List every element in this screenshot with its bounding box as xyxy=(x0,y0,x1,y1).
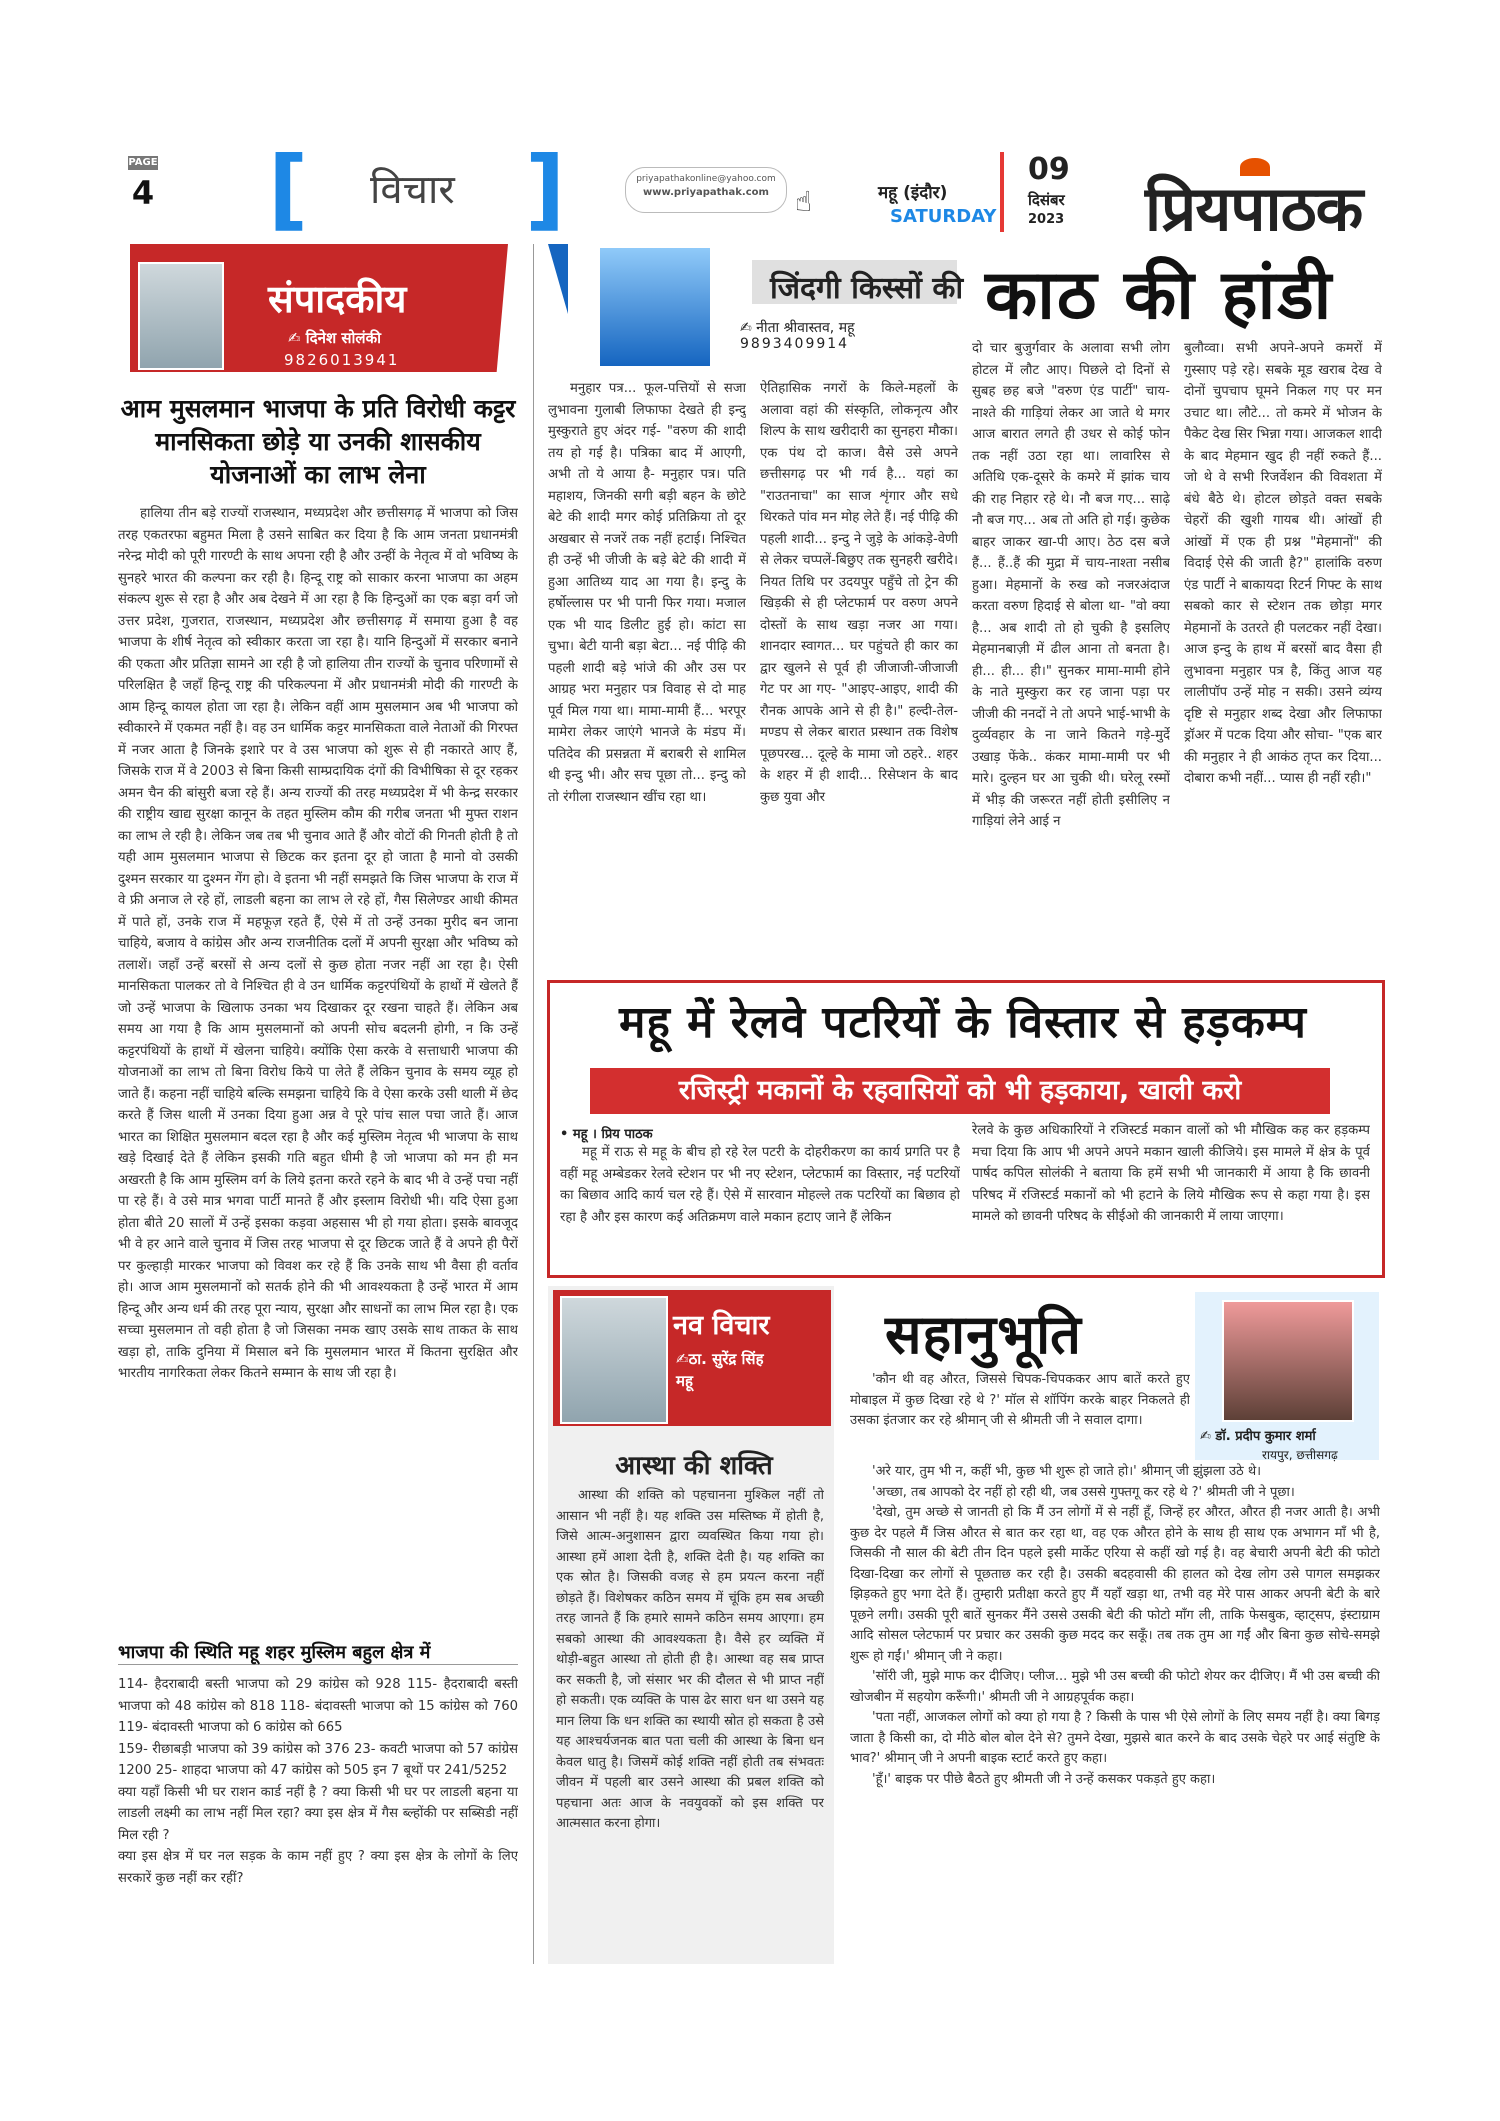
story-paragraph: 'हूँ।' बाइक पर पीछे बैठते हुए श्रीमती जी ने उन्हें कसकर पकड़ते हुए कहा। xyxy=(872,1771,1216,1787)
story-column-1 xyxy=(548,378,746,968)
story-column-2 xyxy=(760,378,958,968)
author-photo xyxy=(598,246,712,368)
weekday: SATURDAY xyxy=(890,206,997,227)
zindagi-label: जिंदगी किस्सों की xyxy=(770,271,964,306)
date-day: 09 xyxy=(1028,152,1070,187)
story-paragraph: 'देखो, तुम अच्छे से जानती हो कि मैं उन लोगों में से नहीं हूँ, जिन्हें हर औरत, औरत ही नजर आती है। अभी कुछ देर पहले मैं जिस औरत से बात कर रहा था, वह एक औरत होने के साथ ही साथ एक अभागन माँ भी है, जिसकी नौ साल की बेटी तीन दिन पहले इसी मार्केट एरिया से कहीं खो गई है। वह बेचारी अपनी बेटी की फोटो दिखा-दिखा कर लोगों से पूछताछ कर रही है। उसकी बदहवासी की हालत को देख लोग उसे पागल समझकर झिड़कते हुए भगा देते हैं। तुम्हारी प्रतीक्षा करते हुए मैं यहाँ खड़ा था, तभी वह मेरे पास आकर अपनी बेटी के बारे पूछने लगी। उसकी पूरी बातें सुनकर मैंने उससे उसकी बेटी की फोटो माँग ली, ताकि फेसबुक, व्हाट्सप, इंस्टाग्राम आदि सोसल प्लेटफार्म पर प्रचार कर उसकी कुछ मदद कर सकूँ। तब तक तुम आ गईं और बिना कुछ सोचे-समझे शुरू हो गईं।' श्रीमान् जी ने कहा। xyxy=(850,1505,1380,1664)
sidebar-line: क्या यहाँ किसी भी घर राशन कार्ड नहीं है ? क्या किसी भी घर पर लाडली बहना या लाडली लक्ष्मी का लाभ नहीं मिल रहा? क्या इस क्षेत्र में गैस ब्ल्होंकी पर सब्सिडी नहीं मिल रही ? xyxy=(118,1784,518,1843)
sahanubhuti-author: ✍ डॉ. प्रदीप कुमार शर्मा xyxy=(1200,1429,1316,1444)
sahanubhuti-body xyxy=(850,1462,1380,1962)
dateline-city: महू (इंदौर) xyxy=(878,183,948,203)
navvichar-body xyxy=(556,1486,824,1956)
editorial-body xyxy=(118,503,518,1625)
navvichar-title: आस्था की शक्ति xyxy=(615,1451,773,1481)
navvichar-place: महू xyxy=(676,1372,693,1390)
story-paragraph: 'अच्छा, तब आपको देर नहीं हो रही थी, जब उससे गुफ्तगू कर रहे थे ?' श्रीमती जी ने पूछा। xyxy=(872,1484,1295,1500)
sidebar-line: 159- रीछाबड़ी भाजपा को 39 कांग्रेस को 376 23- कवटी भाजपा को 57 कांग्रेस 1200 25- शाहदा भाजपा को 47 कांग्रेस को 505 इन 7 बूथों पर 241/5252 xyxy=(118,1741,518,1778)
story-paragraph: 'पता नहीं, आजकल लोगों को क्या हो गया है ? किसी के पास भी ऐसे लोगों के लिए समय नहीं है। क्या बिगड़ जाता है किसी का, दो मीठे बोल बोल देने से? तुमने देखा, मुझसे बात करने के बाद उसके चेहरे पर आई संतुष्टि के भाव?' श्रीमान् जी ने अपनी बाइक स्टार्ट करते हुए कहा। xyxy=(850,1710,1380,1766)
editor-photo xyxy=(138,262,224,370)
right-bracket-icon: ] xyxy=(525,137,566,240)
sahanubhuti-place: रायपुर, छत्तीसगढ़ xyxy=(1262,1448,1338,1462)
email-text: priyapathakonline@yahoo.com xyxy=(636,174,776,184)
sahanubhuti-intro xyxy=(850,1370,1190,1460)
navvichar-author: ✍ठा. सुरेंद्र सिंह xyxy=(676,1350,764,1368)
page-label: PAGE xyxy=(128,157,158,168)
sahanubhuti-title: सहानुभूति xyxy=(885,1303,1082,1366)
story-title: काठ की हांडी xyxy=(985,256,1334,335)
column-divider xyxy=(533,244,534,1964)
editorial-label: संपादकीय xyxy=(268,277,407,321)
sidebar-heading: भाजपा की स्थिति महू शहर मुस्लिम बहुल क्षेत्र में xyxy=(118,1640,518,1665)
story-paragraph: 'अरे यार, तुम भी न, कहीं भी, कुछ भी शुरू हो जाते हो।' श्रीमान् जी झुंझला उठे थे। xyxy=(872,1464,1262,1479)
page-number: 4 xyxy=(131,174,155,212)
website-link[interactable]: www.priyapathak.com xyxy=(643,187,769,198)
zindagi-phone: 9893409914 xyxy=(740,336,850,352)
railway-dateline: • महू । प्रिय पाठक xyxy=(560,1127,653,1142)
masthead: प्रियपाठक xyxy=(1145,172,1363,245)
story-paragraph: 'कौन थी वह औरत, जिससे चिपक-चिपककर आप बातें करते हुए मोबाइल में कुछ दिखा रहे थे ?' मॉल से शॉपिंग करके बाहर निकलते ही उसका इंतजार कर रहे श्रीमान् जी से श्रीमती जी ने सवाल दागा। xyxy=(850,1372,1190,1428)
navvichar-label: नव विचार xyxy=(673,1310,770,1341)
navvichar-photo xyxy=(560,1296,668,1424)
railway-text: महू में राऊ से महू के बीच हो रहे रेल पटरी के दोहरीकरण का कार्य प्रगति पर है वहीं महू अम्बेडकर रेलवे स्टेशन पर भी नए स्टेशन, प्लेटफार्म का विस्तार, नई पटरियों का बिछाव आदि कार्य चल रहे हैं। ऐसे में सारवान मोहल्ले तक पटरियों का बिछाव हो रहा है और इस कारण कई अतिक्रमण वाले मकान हटाए जाने हैं लेकिन xyxy=(560,1145,960,1225)
sahanubhuti-photo xyxy=(1222,1300,1354,1422)
date-month: दिसंबर xyxy=(1028,191,1065,209)
corner-accent xyxy=(548,244,568,314)
sidebar-line: क्या इस क्षेत्र में घर नल सड़क के काम नहीं हुए ? क्या इस क्षेत्र के लोगों के लिए सरकारें कुछ नहीं कर रहीं? xyxy=(118,1849,518,1886)
section-title: विचार xyxy=(370,167,455,213)
railway-column-2 xyxy=(972,1120,1370,1266)
sidebar-line: 114- हैदराबादी बस्ती भाजपा को 29 कांग्रेस को 928 115- हैदराबादी बस्ती भाजपा को 48 कांग्रेस को 818 118- बंदावस्ती भाजपा को 15 कांग्रेस को 760 119- बंदावस्ती भाजपा को 6 कांग्रेस को 665 xyxy=(118,1677,518,1735)
page-number-box xyxy=(128,156,158,222)
editorial-author: ✍ दिनेश सोलंकी xyxy=(288,329,381,347)
web-info-box xyxy=(625,167,787,213)
story-column-3 xyxy=(972,338,1170,968)
editorial-text: हालिया तीन बड़े राज्यों राजस्थान, मध्यप्रदेश और छत्तीसगढ़ में भाजपा को जिस तरह एकतरफा बहुमत मिला है उसने साबित कर दिया है कि आम जनता प्रधानमंत्री नरेन्द्र मोदी को पूरी गारण्टी के साथ अपना रही है और उन्हीं के नेतृत्व में वो भविष्य के सुनहरे भारत की कल्पना कर रही है। हिन्दू राष्ट्र को साकार करना भाजपा का अहम संकल्प शुरू से रहा है और अब देखने में आ रहा है कि हिन्दुओं का एक बड़ा वर्ग जो उत्तर प्रदेश, गुजरात, राजस्थान, मध्यप्रदेश और छत्तीसगढ़ में समाया हुआ है वह भाजपा के शीर्ष नेतृत्व को स्वीकार करता जा रहा है। यानि हिन्दुओं में सरकार बनाने की एकता और प्रतिज्ञा सामने आ रही है जो हालिया तीन राज्यों के चुनाव परिणामों से परिलक्षित है जहाँ हिन्दू राष्ट्र की परिकल्पना में और प्रधानमंत्री मोदी की गारण्टी के आम हिन्दू कायल होता जा रहा है। लेकिन वहीं आम मुसलमान अब भी भाजपा को स्वीकारने में एकमत नहीं है। वह उन धार्मिक कट्टर मानसिकता वाले नेताओं की गिरफ्त में नजर आता है जिनके इशारे पर वे उस भाजपा को शुरू से ही नकारते आए हैं, जिसके राज में वे 2003 से बिना किसी साम्प्रदायिक दंगों की विभीषिका से दूर रहकर अमन चैन की बांसुरी बजा रहे हैं। अन्य राज्यों की तरह मध्यप्रदेश में भी केन्द्र सरकार की राष्ट्रीय खाद्य सुरक्षा कानून के तहत मुस्लिम कौम की गरीब जनता भी मुफ्त राशन का लाभ ले रही है। लेकिन जब तब भी चुनाव आते हैं और वोटों की गिनती होती है तो यही आम मुसलमान भाजपा से छिटक कर इतना दूर हो जाता है मानो वो उसकी दुश्मन सरकार या दुश्मन गेंग हो। वे इतना भी नहीं समझते कि जिस भाजपा के राज में वे फ्री अनाज ले रहे हों, लाडली बहना का लाभ ले रहे हों, गैस सिलेण्डर आधी कीमत में पाते हों, उनके राज में महफूज़ रहते हैं, ऐसे में तो उन्हें उनका मुरीद बन जाना चाहिये, बजाय वे कांग्रेस और अन्य राजनीतिक दलों में अपनी सुरक्षा और भविष्य को तलाशें। जहाँ उन्हें बरसों से अन्य दलों से कुछ होता नजर नहीं आ रहा है। ऐसी मानसिकता पालकर तो वे निश्चित ही वे उन धार्मिक कट्टरपंथियों के हाथों में खेलते हैं जो उन्हें भाजपा के खिलाफ उनका भय दिखाकर दूर रखना चाहते हैं। लेकिन अब समय आ गया है कि आम मुसलमानों को अपनी सोच बदलनी होगी, न कि उन्हें कट्टरपंथियों के हाथों में खेलना चाहिये। क्योंकि ऐसा करके वे सत्ताधारी भाजपा की योजनाओं का लाभ तो बिना विरोध किये पा लेते हैं लेकिन चुनाव के समय व्यूह हो जाते हैं। कहना नहीं चाहिये बल्कि समझना चाहिये कि वे ऐसा करके उसी थाली में छेद करते हैं जिस थाली में उनका दिया हुआ अन्न वे पूरे पांच साल पचा जाते हैं। आज भारत का शिक्षित मुसलमान बदल रहा है और कई मुस्लिम नेतृत्व भी भाजपा के साथ खड़े दिखाई देते हैं लेकिन इसकी गति बहुत धीमी है जो भाजपा को मन ही मन अखरती है कि आम मुस्लिम वर्ग के लिये इतना करते रहने के बाद भी वे उन्हें पचा नहीं पा रहे हैं। वे उसे मात्र भगवा पार्टी मानते हैं और इस्लाम विरोधी भी। यदि ऐसा हुआ होता बीते 20 सालों में उन्हें इसका कड़वा अहसास भी हो गया होता। इसके बावजूद भी वे हर आने वाले चुनाव में जिस तरह भाजपा से दूर छिटक जाते हैं वे अपने ही पैरों पर कुल्हाड़ी मारकर भाजपा को विवश कर रहे हैं कि उनके साथ भी वैसा ही वर्ताव हो। आज आम मुसलमानों को सतर्क होने की भी आवश्यकता है उन्हें भारत में आम हिन्दू और अन्य धर्म की तरह पूरा न्याय, सुरक्षा और साधनों का लाभ मिल रहा है। एक सच्चा मुसलमान तो वही होता है जो जिसका नमक खाए उसके साथ ताकत के साथ खड़ा हो, ताकि दुनिया में मिसाल बने कि मुसलमान भारत में कितना सुरक्षित और भारतीय नागरिकता लेकर कितने सम्मान के साथ जी रहा है। xyxy=(118,506,518,1381)
divider-bar xyxy=(1000,152,1004,232)
story-text: मनुहार पत्र... फूल-पत्तियों से सजा लुभावना गुलाबी लिफाफा देखते ही इन्दु मुस्कुराते हुए अंदर गई- "वरुण की शादी तय हो गई है। पत्रिका बाद में आएगी, अभी तो ये आया है- मनुहार पत्र। पति महाशय, जिनकी सगी बड़ी बहन के छोटे बेटे की शादी मगर कोई प्रतिक्रिया तो दूर अखबार से नजरें तक नहीं हटाई। निश्चित ही उन्हें भी जीजी के बड़े बेटे की शादी में हुआ आतिथ्य याद आ गया है। इन्दु के हर्षोल्लास पर भी पानी फिर गया। मजाल एक भी याद डिलीट हुई हो। कांटा सा चुभा। बेटी यानी बड़ा बेटा... नई पीढ़ि की पहली शादी बड़े भांजे की और उस पर आग्रह भरा मनुहार पत्र विवाह से दो माह पूर्व मिल गया था। मामा-मामी हैं... भरपूर मामेरा लेकर जाएंगे भानजे के मंडप में। पतिदेव की प्रसन्नता में बराबरी से शामिल थी इन्दु भी। और सच पूछा तो... इन्दु को तो रंगीला राजस्थान खींच रहा था। xyxy=(548,381,746,805)
story-text: दो चार बुजुर्गवार के अलावा सभी लोग होटल में लौट आए। पिछले दो दिनों से सुबह छह बजे "वरुण एंड पार्टी" चाय-नाश्ते की गाड़ियां लेकर आ जाते थे मगर आज बारात लगते ही उधर से कोई फोन तक नहीं उठा रहा था। लावारिस से अतिथि एक-दूसरे के कमरे में झांक चाय की राह निहार रहे थे। नौ बज गए... साढ़े नौ बज गए... अब तो अति हो गई। कुछेक बाहर जाकर खा-पी आए। ठेठ दस बजे हैं... हैं..हैं की मुद्रा में चाय-नाश्ता नसीब हुआ। मेहमानों के रुख को नजरअंदाज करता वरुण हिदाई से बोला था- "वो क्या है... अब शादी तो हो चुकी है इसलिए मेहमानबाज़ी में ढील आना तो बनता है। ही... ही... ही।" सुनकर मामा-मामी होने के नाते मुस्कुरा कर रह जाना पड़ा पर जीजी की ननदों ने तो अपने भाई-भाभी के दुर्व्यवहार के ना जाने कितने गड़े-मुर्दे उखाड़ फेंके.. कंकर मामा-मामी पर भी मारे। दुल्हन घर आ चुकी थी। घरेलू रस्मों में भीड़ की जरूरत नहीं होती इसीलिए न गाड़ियां लेने आई न xyxy=(972,341,1170,829)
story-text: ऐतिहासिक नगरों के किले-महलों के अलावा वहां की संस्कृति, लोकनृत्य और शिल्प के साथ खरीदारी का सुनहरा मौका। एक पंथ दो काज। वैसे उसे अपने छत्तीसगढ़ पर भी गर्व है... यहां का "राउतनाचा" का साज शृंगार और सधे थिरकते पांव मन मोह लेते हैं। नई पीढ़ि की पहली शादी... इन्दु ने जुड़े के आंकड़े-वेणी से लेकर चप्पलें-बिछुए तक सुनहरी खरीदे। नियत तिथि पर उदयपुर पहुँचे तो ट्रेन की खिड़की से ही प्लेटफार्म पर वरुण अपने दोस्तों के साथ खड़ा नजर आ गया। शानदार स्वागत... घर पहुंचते ही कार का द्वार खुलने से पूर्व ही जीजाजी-जीजाजी गेट पर आ गए- "आइए-आइए, शादी की रौनक आपके आने से ही है।" हल्दी-तेल-मण्डप से लेकर बारात प्रस्थान तक विशेष पूछपरख... दूल्हे के मामा जो ठहरे.. शहर के शहर में ही शादी... रिसेप्शन के बाद कुछ युवा और xyxy=(760,381,958,805)
left-bracket-icon: [ xyxy=(268,137,309,240)
story-text: बुलौव्वा। सभी अपने-अपने कमरों में गुस्साए पड़े रहे। सबके मूड खराब देख वे दोनों चुपचाप घूमने निकल गए पर मन उचाट था। लौटे... तो कमरे में भोजन के पैकेट देख सिर भिन्ना गया। आजकल शादी के बाद मेहमान खुद ही नहीं रुकते हैं... जो थे वे सभी रिजर्वेशन की विवशता में बंधे बैठे थे। होटल छोड़ते वक्त सबके चेहरों की खुशी गायब थी। आंखों ही आंखों में एक ही प्रश्न "मेहमानों" की विदाई ऐसे की जाती है?" हालांकि वरुण एंड पार्टी ने बाकायदा रिटर्न गिफ्ट के साथ सबको कार से स्टेशन तक छोड़ा मगर मेहमानों के उतरते ही पलटकर नहीं देखा। आज इन्दु के हाथ में बरसों बाद वैसा ही लुभावना मनुहार पत्र है, किंतु आज यह लालीपॉप उन्हें मोह न सकी। उसने व्यंग्य दृष्टि से मनुहार शब्द देखा और लिफाफा ड्रॉअर में पटक दिया और सोचा- "एक बार की मनुहार ने ही आकंठ तृप्त कर दिया... दोबारा कभी नहीं... प्यास ही नहीं रही।" xyxy=(1184,341,1382,786)
railway-headline: महू में रेलवे पटरियों के विस्तार से हड़कम्प xyxy=(619,997,1307,1048)
story-column-4 xyxy=(1184,338,1382,968)
editorial-phone: 9826013941 xyxy=(284,351,400,369)
railway-text: रेलवे के कुछ अधिकारियों ने रजिस्टर्ड मकान वालों को भी मौखिक कह कर हड़कम्प मचा दिया कि आप भी अपने अपने मकान खाली कीजिये। इस मामले में क्षेत्र के पूर्व पार्षद कपिल सोलंकी ने बताया कि हमें सभी भी जानकारी में आया है कि छावनी परिषद में रजिस्टर्ड मकानों को भी हटाने के लिये मौखिक रूप से कहा गया है। इस मामले को छावनी परिषद के सीईओ की जानकारी में लाया जाएगा। xyxy=(972,1123,1370,1224)
navvichar-text: आस्था की शक्ति को पहचानना मुश्किल नहीं तो आसान भी नहीं है। यह शक्ति उस मस्तिष्क में होती है, जिसे आत्म-अनुशासन द्वारा व्यवस्थित किया गया हो। आस्था हमें आशा देती है, शक्ति देती है। यह शक्ति का एक स्रोत है। जिसकी वजह से हम प्रयत्न करना नहीं छोड़ते हैं। विशेषकर कठिन समय में चूंकि हम सब अच्छी तरह जानते हैं कि हमारे सामने कठिन समय आएगा। हम सबको आस्था की आवश्यकता है। वैसे हर व्यक्ति में थोड़ी-बहुत आस्था तो होती ही है। आस्था वह सब प्राप्त कर सकती है, जो संसार भर की दौलत से भी प्राप्त नहीं हो सकती। एक व्यक्ति के पास ढेर सारा धन था उसने यह मान लिया कि धन शक्ति का स्थायी स्रोत हो सकता है उसे यह आश्चर्यजनक बात पता चली की आस्था के बिना धन केवल धातु है। जिसमें कोई शक्ति नहीं होती तब संभवतः जीवन में पहली बार उसने आस्था की प्रबल शक्ति को पहचाना अतः आज के नवयुवकों को इस शक्ति पर आत्मसात करना होगा। xyxy=(556,1488,824,1831)
date-year: 2023 xyxy=(1028,212,1065,227)
story-paragraph: 'सॉरी जी, मुझे माफ कर दीजिए। प्लीज... मुझे भी उस बच्ची की फोटो शेयर कर दीजिए। मैं भी उस बच्ची की खोजबीन में सहयोग करूँगी।' श्रीमती जी ने आग्रहपूर्वक कहा। xyxy=(850,1669,1380,1705)
editorial-headline: आम मुसलमान भाजपा के प्रति विरोधी कट्टर मानसिकता छोड़े या उनकी शासकीय योजनाओं का लाभ लेना xyxy=(120,394,516,489)
pointer-hand-icon: ☝ xyxy=(795,185,813,218)
railway-subheadline: रजिस्ट्री मकानों के रहवासियों को भी हड़काया, खाली करो xyxy=(590,1068,1330,1114)
sidebar-body xyxy=(118,1674,518,1954)
railway-column-1 xyxy=(560,1142,960,1266)
zindagi-author: ✍ नीता श्रीवास्तव, महू xyxy=(740,320,855,336)
